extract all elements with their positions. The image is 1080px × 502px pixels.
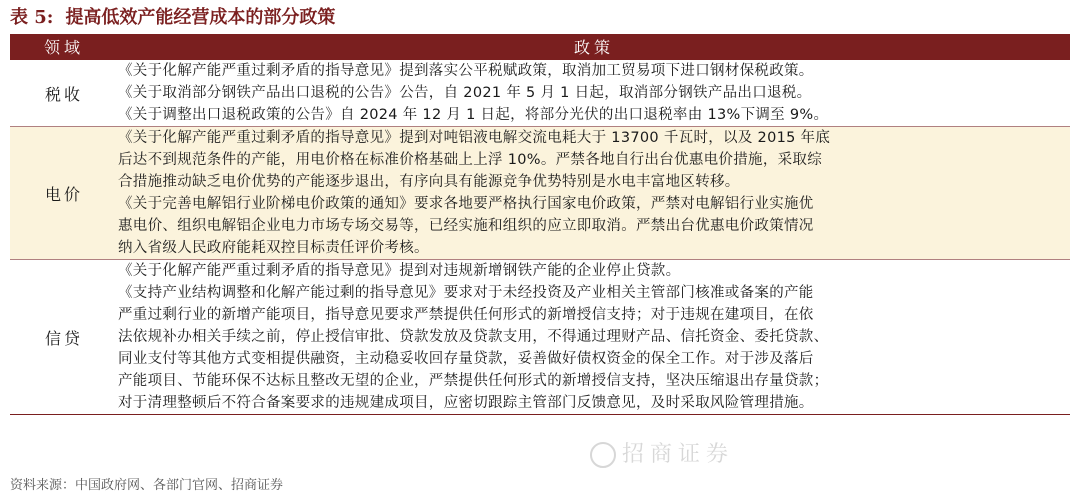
policy-line: 后达不到规范条件的产能，用电价格在标准价格基础上上浮 10%。严禁各地自行出台优惠电价措施，采取综 xyxy=(118,152,823,168)
header-row xyxy=(10,36,1070,60)
policy-cell xyxy=(118,60,1070,127)
table-row-credit xyxy=(10,260,1070,415)
policy-line: 《关于调整出口退税政策的公告》自 2024 年 12 月 1 日起，将部分光伏的出口退税率由 13%下调至 9%。 xyxy=(118,107,829,123)
table-row-power xyxy=(10,127,1070,260)
policy-line: 《关于化解产能严重过剩矛盾的指导意见》提到对违规新增钢铁产能的企业停止贷款。 xyxy=(118,263,681,279)
table-title-text: 提高低效产能经营成本的部分政策 xyxy=(65,7,336,28)
policy-cell xyxy=(118,260,1070,415)
table-title xyxy=(10,4,335,32)
policy-line: 惠电价、组织电解铝企业电力市场专场交易等，已经实施和组织的应立即取消。严禁出台优惠电价政策情况 xyxy=(118,218,814,234)
policy-line: 严重过剩行业的新增产能项目，指导意见要求严禁提供任何形式的新增授信支持；对于违规在建项目，在依 xyxy=(118,307,814,323)
domain-cell: 税收 xyxy=(10,60,118,127)
policy-line: 纳入省级人民政府能耗双控目标责任评价考核。 xyxy=(118,240,429,256)
policy-line: 产能项目、节能环保不达标且整改无望的企业，严禁提供任何形式的新增授信支持，坚决压缩退出存量贷款； xyxy=(118,373,829,389)
table-row-tax xyxy=(10,60,1070,127)
policy-line: 《关于化解产能严重过剩矛盾的指导意见》提到对吨铝液电解交流电耗大于 13700 千瓦时，以及 2015 年底 xyxy=(118,130,831,146)
policy-line: 《关于取消部分钢铁产品出口退税的公告》公告，自 2021 年 5 月 1 日起，取消部分钢铁产品出口退税。 xyxy=(118,85,812,101)
domain-cell: 电价 xyxy=(10,127,118,260)
policy-line: 合措施推动缺乏电价优势的产能逐步退出，有序向具有能源竞争优势特别是水电丰富地区转移。 xyxy=(118,174,740,190)
policy-line: 法依规补办相关手续之前，停止授信审批、贷款发放及贷款支用，不得通过理财产品、信托资金、委托贷款、 xyxy=(118,329,829,345)
table-number: 表 5: xyxy=(10,7,54,28)
policy-line: 《支持产业结构调整和化解产能过剩的指导意见》要求对于未经投资及产业相关主管部门核准或备案的产能 xyxy=(118,285,814,301)
domain-cell: 信贷 xyxy=(10,260,118,415)
watermark-text: 招商证券 xyxy=(622,442,735,467)
policy-table xyxy=(10,36,1070,415)
policy-cell xyxy=(118,127,1070,260)
watermark xyxy=(590,437,734,468)
source-note: 资料来源：中国政府网、各部门官网、招商证券 xyxy=(10,478,284,493)
header-policy: 政策 xyxy=(118,36,1070,60)
header-domain: 领域 xyxy=(10,36,118,60)
policy-line: 对于清理整顿后不符合备案要求的违规建成项目，应密切跟踪主管部门反馈意见，及时采取风险管理措施。 xyxy=(118,395,814,411)
policy-line: 同业支付等其他方式变相提供融资，主动稳妥收回存量贷款，妥善做好债权资金的保全工作。对于涉及落后 xyxy=(118,351,814,367)
watermark-logo-icon xyxy=(590,442,616,468)
policy-line: 《关于化解产能严重过剩矛盾的指导意见》提到落实公平税赋政策，取消加工贸易项下进口钢材保税政策。 xyxy=(118,63,814,79)
policy-line: 《关于完善电解铝行业阶梯电价政策的通知》要求各地要严格执行国家电价政策，严禁对电解铝行业实施优 xyxy=(118,196,814,212)
